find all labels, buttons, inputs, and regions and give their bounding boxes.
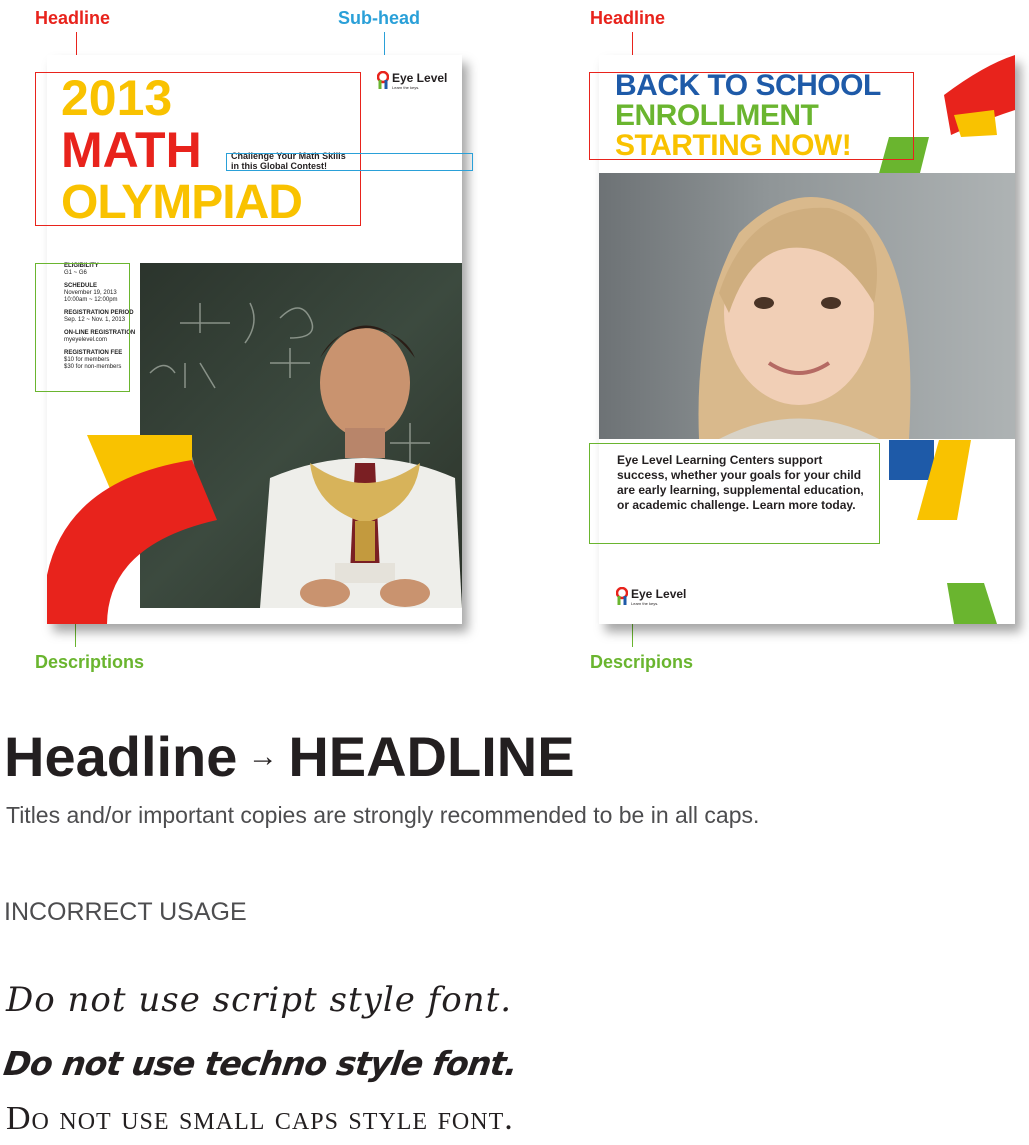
info-value: 10:00am ~ 12:00pm	[64, 297, 118, 303]
annotation-right-headline: Headline	[590, 8, 666, 28]
rule-from: Headline	[4, 725, 238, 788]
right-headline-box	[589, 69, 914, 160]
poster-title-enrollment: ENROLLMENT	[615, 99, 819, 132]
info-label: ON-LINE REGISTRATION	[64, 330, 136, 336]
left-headline-box	[35, 72, 361, 229]
left-subhead-box	[226, 153, 473, 171]
rule-to: HEADLINE	[288, 725, 575, 788]
example-techno-font: Do not use techno style font.	[1, 1044, 520, 1083]
logo-tagline: Learn the keys.	[631, 601, 659, 606]
info-value: myeyelevel.com	[64, 337, 108, 343]
subhead-line-1: Challenge Your Math Skills	[231, 151, 346, 161]
left-descriptions-box	[35, 263, 130, 392]
decorative-swoosh-icon	[47, 425, 227, 624]
keyhole-logo-icon	[377, 71, 389, 89]
poster-title-year: 2013	[61, 70, 173, 126]
incorrect-usage-heading: INCORRECT USAGE	[4, 898, 247, 926]
info-value: $30 for non-members	[64, 364, 122, 370]
poster-body-text: Eye Level Learning Centers support success, whether your goals for your child are early learning, supplemental education, or academic challenge. Learn more today.	[617, 453, 864, 512]
rule-description: Titles and/or important copies are strongly recommended to be in all caps.	[6, 802, 760, 828]
info-label: SCHEDULE	[64, 283, 98, 289]
poster-title-starting-now: STARTING NOW!	[615, 129, 852, 162]
info-label: REGISTRATION FEE	[64, 350, 123, 356]
example-script-font: Do not use script style font.	[6, 980, 513, 1020]
logo-text: Eye Level	[631, 587, 687, 601]
info-label: ELIGIBILITY	[64, 263, 99, 269]
annotation-right-descriptions: Descripions	[590, 652, 694, 672]
poster-title-olympiad: OLYMPIAD	[61, 176, 302, 229]
annotation-left-headline: Headline	[35, 8, 111, 28]
logo-tagline: Learn the keys.	[392, 85, 420, 90]
girl-portrait-icon	[599, 173, 1015, 439]
poster-title-back-to-school: BACK TO SCHOOL	[615, 69, 881, 102]
info-value: $10 for members	[64, 357, 110, 363]
right-descriptions-box	[589, 443, 880, 544]
example-smallcaps-font: Do not use small caps style font.	[6, 1100, 514, 1137]
logo-text: Eye Level	[392, 71, 448, 85]
info-value: Sep. 12 ~ Nov. 1, 2013	[64, 317, 126, 323]
annotation-left-subhead: Sub-head	[338, 8, 421, 28]
subhead-line-2: in this Global Contest!	[231, 161, 327, 171]
headline-rule	[4, 724, 575, 789]
photo-smiling-girl	[599, 173, 1015, 439]
info-value: November 19, 2013	[64, 290, 117, 296]
info-value: G1 ~ G6	[64, 270, 87, 276]
poster-title-math: MATH	[61, 122, 202, 178]
arrow-right-icon: →	[247, 740, 278, 773]
info-label: REGISTRATION PERIOD	[64, 310, 134, 316]
annotation-left-descriptions: Descriptions	[35, 652, 145, 672]
keyhole-logo-icon	[616, 587, 628, 605]
